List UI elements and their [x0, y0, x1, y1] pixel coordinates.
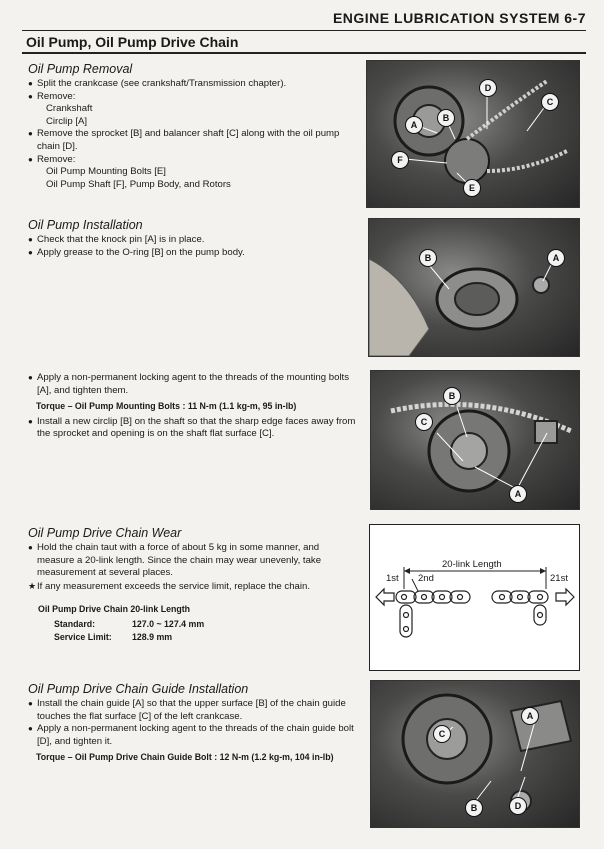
installation-photo-drawing: [369, 219, 579, 356]
installation-step-1: ● Check that the knock pin [A] is in place.: [28, 234, 358, 247]
spec-standard-row: [54, 618, 358, 631]
header-rule-bottom: [22, 52, 586, 54]
installation-step-2: ● Apply grease to the O-ring [B] on the pump body.: [28, 247, 358, 260]
installation-section: [28, 218, 358, 259]
removal-item-crankshaft: Crankshaft: [46, 103, 93, 115]
removal-title: Oil Pump Removal: [28, 62, 133, 76]
spec-limit-value: 128.9 mm: [132, 631, 173, 642]
header-rule-top: [22, 30, 586, 31]
removal-callout-f: F: [391, 151, 409, 169]
chain-first-label: 1st: [386, 573, 399, 584]
removal-step-1: ● Split the crankcase (see crankshaft/Transmission chapter).: [28, 78, 358, 91]
guide-photo: [370, 680, 580, 828]
locking-section: [28, 372, 358, 441]
guide-callout-d: D: [509, 797, 527, 815]
circlip-callout-c: C: [415, 413, 433, 431]
page-header-title: ENGINE LUBRICATION SYSTEM 6-7: [332, 10, 586, 26]
guide-callout-b: B: [465, 799, 483, 817]
locking-torque: Torque – Oil Pump Mounting Bolts : 11 N-m (1.1 kg-m, 95 in-lb): [36, 401, 297, 412]
wear-title: Oil Pump Drive Chain Wear: [28, 526, 182, 540]
guide-callout-c: C: [433, 725, 451, 743]
installation-callout-a: A: [547, 249, 565, 267]
removal-item-circlip: Circlip [A]: [46, 115, 88, 127]
wear-section: [28, 526, 358, 643]
wear-note: ★ If any measurement exceeds the service limit, replace the chain.: [28, 580, 358, 594]
installation-photo: [368, 218, 580, 357]
circlip-photo: [370, 370, 580, 510]
guide-torque: Torque – Oil Pump Drive Chain Guide Bolt : 12 N-m (1.2 kg-m, 104 in-lb): [36, 752, 334, 763]
locking-step-2: ● Install a new circlip [B] on the shaft so that the sharp edge faces away from the sprocket and opening is on the shaft flat surface [C].: [28, 416, 358, 441]
spec-title: Oil Pump Drive Chain 20-link Length: [38, 604, 191, 615]
removal-callout-b: B: [437, 109, 455, 127]
spec-standard-label: Standard:: [54, 618, 96, 629]
removal-section: [28, 62, 358, 191]
chain-last-label: 21st: [550, 573, 568, 584]
removal-callout-d: D: [479, 79, 497, 97]
removal-callout-c: C: [541, 93, 559, 111]
guide-step-1: ● Install the chain guide [A] so that the upper surface [B] of the chain guide touches the flat surface [C] of the left crankcase.: [28, 698, 358, 723]
chain-diagram-drawing: [370, 525, 579, 670]
removal-photo: [366, 60, 580, 208]
guide-section: [28, 682, 358, 767]
chain-length-label: 20-link Length: [442, 559, 502, 570]
installation-title: Oil Pump Installation: [28, 218, 143, 232]
removal-item-shaft: Oil Pump Shaft [F], Pump Body, and Rotors: [46, 178, 231, 190]
removal-step-4: ● Remove:: [28, 154, 358, 167]
section-title: Oil Pump, Oil Pump Drive Chain: [26, 34, 239, 50]
removal-step-2: ● Remove:: [28, 91, 358, 104]
wear-step-1: ● Hold the chain taut with a force of about 5 kg in some manner, and measure a 20-link length. Since the chain may wear unevenly, take measurement at several places.: [28, 542, 358, 580]
guide-callout-a: A: [521, 707, 539, 725]
guide-step-2: ● Apply a non-permanent locking agent to the threads of the chain guide bolt [D], and tighten it.: [28, 723, 358, 748]
circlip-callout-a: A: [509, 485, 527, 503]
installation-callout-b: B: [419, 249, 437, 267]
guide-title: Oil Pump Drive Chain Guide Installation: [28, 682, 249, 696]
removal-item-bolts: Oil Pump Mounting Bolts [E]: [46, 166, 166, 178]
locking-step-1: ● Apply a non-permanent locking agent to the threads of the mounting bolts [A], and tighten them.: [28, 372, 358, 397]
spec-standard-value: 127.0 ~ 127.4 mm: [132, 618, 205, 629]
circlip-callout-b: B: [443, 387, 461, 405]
chain-diagram: [369, 524, 580, 671]
removal-callout-a: A: [405, 116, 423, 134]
circlip-photo-drawing: [371, 371, 579, 509]
removal-callout-e: E: [463, 179, 481, 197]
chain-second-label: 2nd: [418, 573, 434, 584]
spec-limit-row: [54, 631, 358, 644]
spec-limit-label: Service Limit:: [54, 631, 112, 642]
removal-step-3: ● Remove the sprocket [B] and balancer shaft [C] along with the oil pump chain [D].: [28, 128, 358, 153]
